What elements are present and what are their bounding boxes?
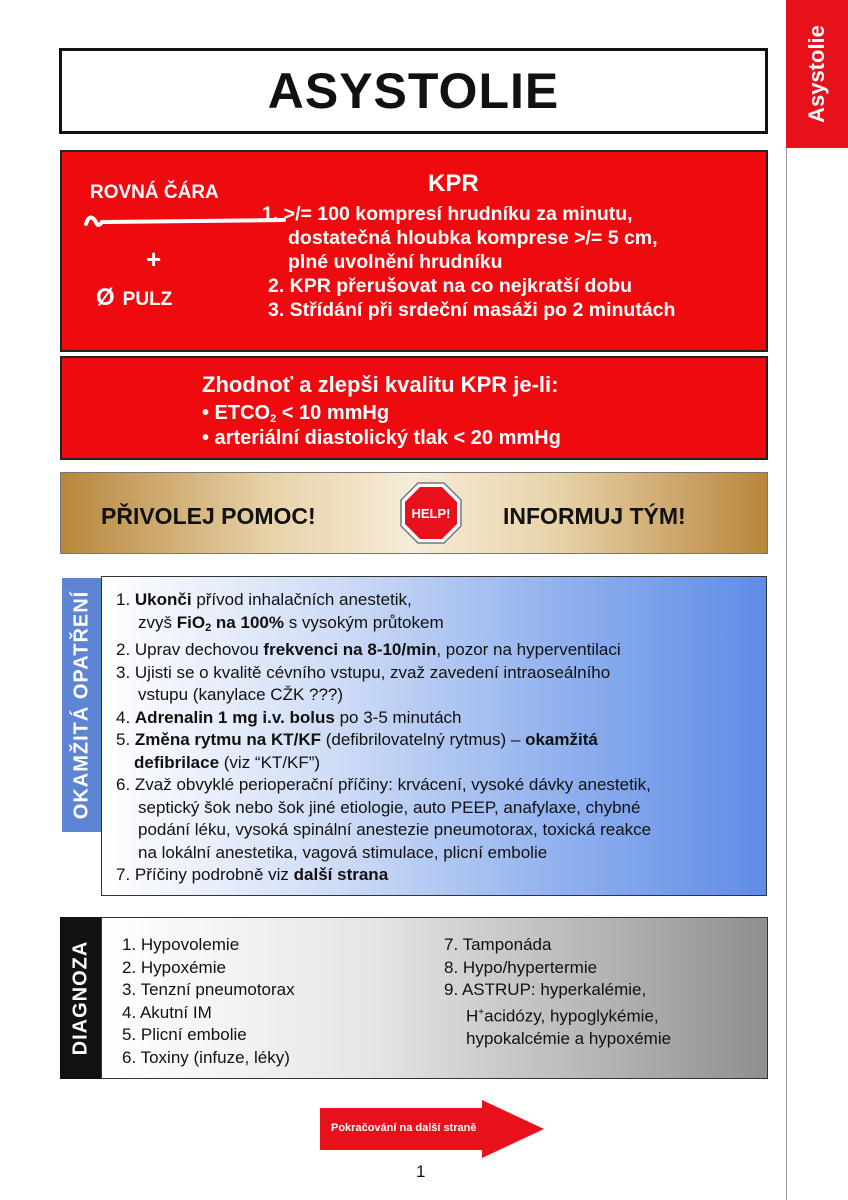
side-divider (786, 148, 787, 1200)
kpr-item: dostatečná hloubka komprese >/= 5 cm, (288, 227, 658, 249)
t: acidózy, hypoglykémie, (484, 1006, 659, 1026)
no-pulse-icon: Ø (96, 284, 115, 311)
t: (defibrilovatelný rytmus) – (321, 730, 526, 749)
kpr-heading: KPR (428, 170, 479, 197)
diagnosis-item: 5. Plicní embolie (122, 1025, 247, 1044)
immediate-line: septický šok nebo šok jiné etiologie, auto PEEP, anafylaxe, chybné (138, 797, 641, 817)
kpr-item: 3. Střídání při srdeční masáži po 2 minutách (268, 299, 676, 321)
t: Ukonči (134, 590, 192, 609)
t: FiO (176, 612, 206, 632)
t: na 100% (211, 612, 284, 632)
t: po 3-5 minutách (334, 707, 462, 727)
page-number: 1 (416, 1162, 426, 1181)
t: frekvenci na 8-10/min (263, 640, 437, 659)
immediate-line (116, 707, 651, 730)
t: Změna rytmu na KT/KF (134, 730, 321, 749)
evaluate-heading: Zhodnoť a zlepši kvalitu KPR je-li: (202, 372, 559, 397)
help-stop-sign-icon (399, 481, 463, 545)
evaluate-item-pressure: • arteriální diastolický tlak < 20 mmHg (202, 427, 561, 449)
immediate-line (116, 729, 651, 752)
plus-sign: + (146, 244, 162, 274)
t: 2 (205, 621, 212, 634)
diagnosis-column-1 (122, 934, 295, 1069)
help-bar (60, 472, 768, 554)
immediate-measures-label (62, 578, 102, 832)
etco2-threshold: < 10 mmHg (276, 402, 390, 424)
immediate-line (116, 639, 651, 662)
continue-next-page-text[interactable]: Pokračování na další straně (331, 1122, 477, 1134)
title-box (59, 48, 768, 134)
diagnosis-item: 9. ASTRUP: hyperkalémie, (444, 980, 647, 999)
page-title: ASYSTOLIE (267, 63, 560, 119)
side-tab[interactable] (786, 0, 848, 148)
t: 5. (116, 730, 135, 749)
inform-team-text: INFORMUJ TÝM! (503, 503, 686, 529)
t: 4. (116, 707, 135, 727)
diagnosis-label-text: DIAGNOZA (69, 940, 92, 1056)
kpr-item: 2. KPR přerušovat na co nejkratší dobu (268, 275, 633, 297)
t: Adrenalin 1 mg i.v. bolus (134, 707, 335, 727)
diagnosis-item: 3. Tenzní pneumotorax (122, 980, 295, 999)
immediate-line: 3. Ujisti se o kvalitě cévního vstupu, zvaž zavedení intraoseálního (116, 662, 611, 682)
side-tab-label: Asystolie (804, 25, 829, 123)
immediate-line (116, 864, 651, 887)
t: s vysokým průtokem (283, 612, 444, 632)
immediate-line (116, 752, 651, 775)
immediate-line: 6. Zvaž obvyklé perioperační příčiny: krvácení, vysoké dávky anestetik, (116, 775, 651, 794)
diagnosis-box (101, 917, 768, 1079)
diagnosis-item: 8. Hypo/hypertermie (444, 957, 598, 977)
immediate-label-text: OKAMŽITÁ OPATŘENÍ (70, 590, 93, 820)
immediate-line: vstupu (kanylace CŽK ???) (138, 685, 344, 704)
t: defibrilace (134, 752, 220, 772)
rhythm-label: ROVNÁ ČÁRA (90, 182, 219, 203)
t: přívod inhalačních anestetik, (191, 590, 412, 609)
etco2-label: • ETCO (202, 402, 271, 424)
diagnosis-label (60, 917, 102, 1079)
evaluate-item-etco2 (202, 402, 389, 425)
kpr-list (262, 202, 675, 322)
immediate-line (116, 589, 651, 612)
immediate-line (116, 612, 651, 640)
call-help-text: PŘIVOLEJ POMOC! (101, 503, 316, 529)
t: zvyš (138, 612, 177, 632)
t: H (466, 1006, 479, 1026)
diagnosis-item (444, 1002, 671, 1028)
diagnosis-item: 4. Akutní IM (122, 1002, 212, 1022)
pulse-text: PULZ (122, 289, 173, 310)
immediate-measures-box (101, 576, 767, 896)
t: + (478, 1006, 485, 1018)
t: okamžitá (525, 730, 598, 749)
diagnosis-item: 1. Hypovolemie (122, 935, 240, 954)
kpr-box (60, 150, 768, 352)
t: 1. (116, 590, 135, 609)
diagnosis-item: 2. Hypoxémie (122, 957, 226, 977)
diagnosis-item: 7. Tamponáda (444, 935, 552, 954)
etco2-subscript: 2 (270, 413, 277, 425)
no-pulse-label (96, 284, 172, 312)
kpr-item: 1. >/= 100 kompresí hrudníku za minutu, (262, 203, 633, 225)
t: (viz “KT/KF”) (219, 752, 321, 772)
help-sign-text: HELP! (411, 506, 451, 521)
immediate-list (116, 589, 651, 887)
t: 2. Uprav dechovou (116, 640, 264, 659)
kpr-item: plné uvolnění hrudníku (288, 251, 503, 273)
immediate-line: podání léku, vysoká spinální anestezie pneumotorax, toxická reakce (138, 820, 652, 839)
t: , pozor na hyperventilaci (436, 640, 621, 659)
diagnosis-item: hypokalcémie a hypoxémie (466, 1028, 672, 1048)
immediate-line: na lokální anestetika, vagová stimulace, plicní embolie (138, 842, 548, 862)
diagnosis-column-2 (444, 934, 671, 1050)
diagnosis-item: 6. Toxiny (infuze, léky) (122, 1047, 290, 1067)
evaluate-box (60, 356, 768, 460)
next-page-link[interactable]: další strana (293, 865, 389, 884)
t: 7. Příčiny podrobně viz (116, 865, 294, 884)
